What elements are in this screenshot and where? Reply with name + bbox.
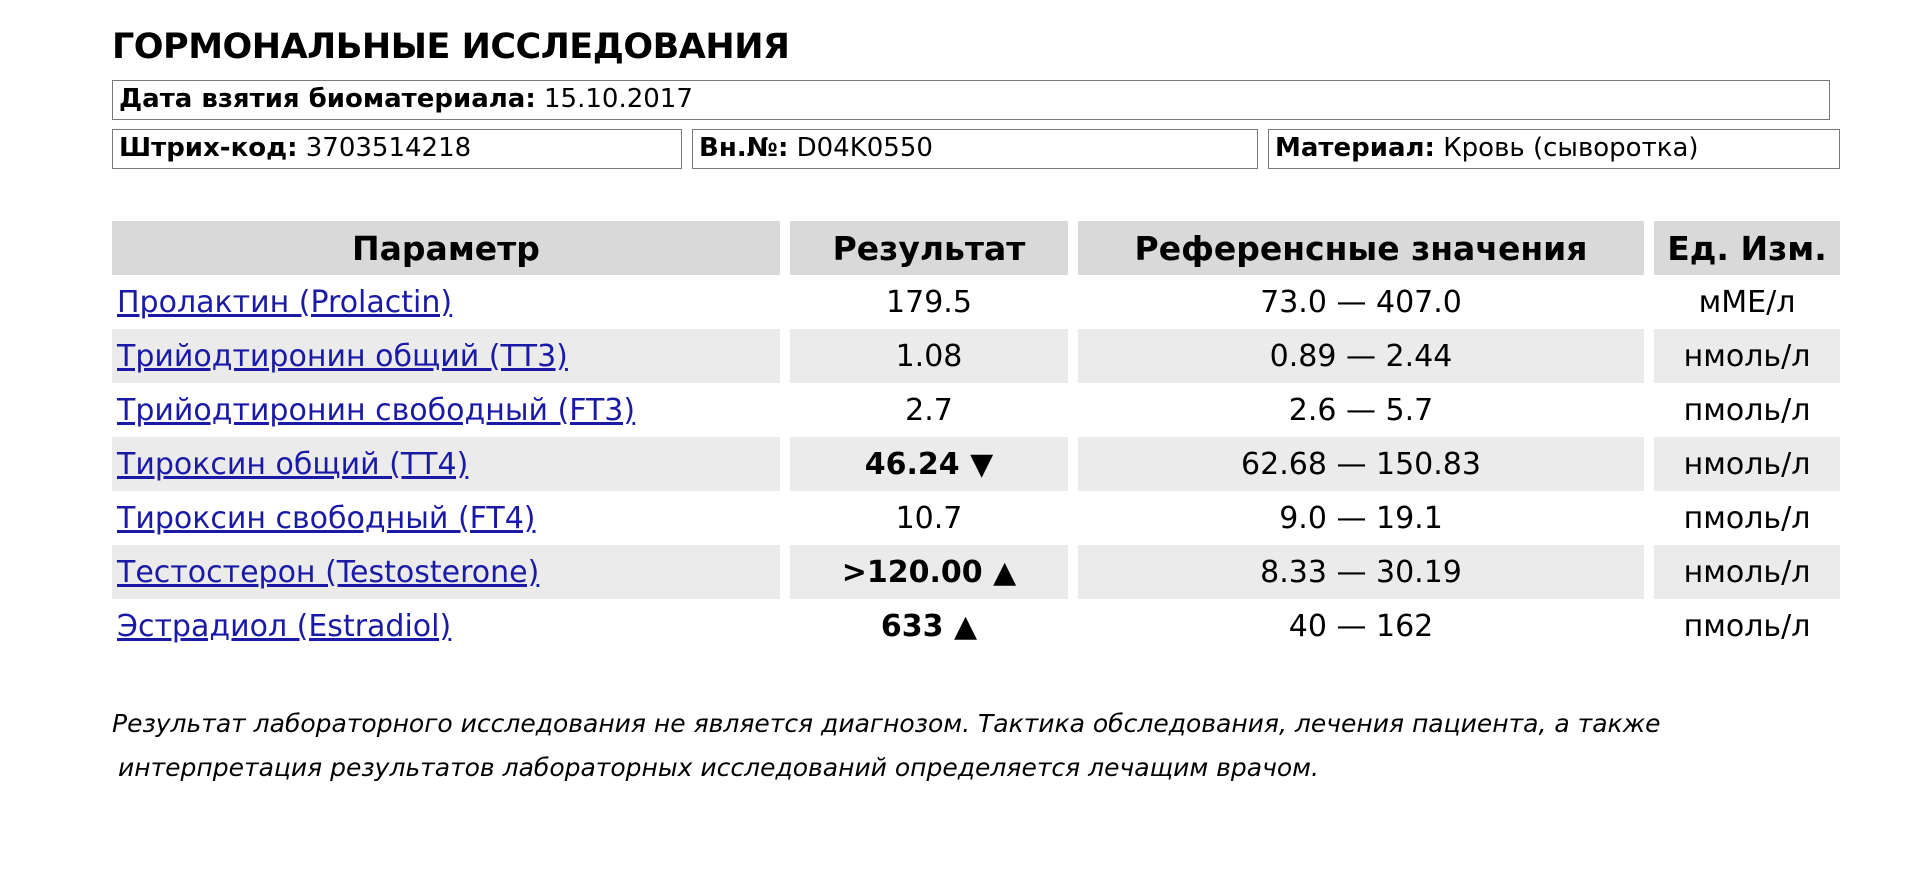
param-link-prolactin[interactable]: Пролактин (Prolactin) bbox=[117, 284, 453, 320]
internal-number-box bbox=[692, 129, 1258, 169]
unit-cell: нмоль/л bbox=[1654, 329, 1840, 383]
param-cell bbox=[112, 383, 780, 437]
reference-cell: 62.68 — 150.83 bbox=[1078, 437, 1644, 491]
unit-cell: пмоль/л bbox=[1683, 392, 1811, 428]
disclaimer-note bbox=[112, 702, 1852, 790]
param-link-testosterone[interactable]: Тестостерон (Testosterone) bbox=[117, 554, 540, 590]
barcode-value: 3703514218 bbox=[305, 133, 472, 163]
result-cell: 1.08 bbox=[790, 329, 1068, 383]
unit-cell: нмоль/л bbox=[1654, 545, 1840, 599]
param-link-ft3[interactable]: Трийодтиронин свободный (FT3) bbox=[117, 392, 636, 428]
param-cell bbox=[112, 491, 780, 545]
result-cell: 10.7 bbox=[895, 500, 963, 536]
table-row bbox=[112, 329, 1840, 383]
barcode-label: Штрих-код: bbox=[119, 133, 298, 163]
reference-cell: 9.0 — 19.1 bbox=[1279, 500, 1443, 536]
result-cell-high: 633 ▲ bbox=[880, 608, 978, 644]
param-cell bbox=[112, 437, 780, 491]
internal-number-label: Вн.№: bbox=[699, 133, 789, 163]
material-label: Материал: bbox=[1275, 133, 1435, 163]
header-result: Результат bbox=[790, 221, 1068, 275]
reference-cell: 73.0 — 407.0 bbox=[1260, 284, 1462, 320]
result-cell-low: 46.24 ▼ bbox=[790, 437, 1068, 491]
table-row bbox=[112, 491, 1840, 545]
param-link-estradiol[interactable]: Эстрадиол (Estradiol) bbox=[117, 608, 452, 644]
header-parameter: Параметр bbox=[112, 221, 780, 275]
param-link-tt4[interactable]: Тироксин общий (ТТ4) bbox=[117, 446, 469, 482]
header-reference: Референсные значения bbox=[1078, 221, 1644, 275]
header-unit: Ед. Изм. bbox=[1654, 221, 1840, 275]
table-row bbox=[112, 599, 1840, 653]
disclaimer-line-1: Результат лабораторного исследования не является диагнозом. Тактика обследования, лечения пациента, а также bbox=[112, 709, 1661, 738]
reference-cell: 0.89 — 2.44 bbox=[1078, 329, 1644, 383]
param-cell bbox=[112, 275, 780, 329]
barcode-box bbox=[112, 129, 682, 169]
unit-cell: пмоль/л bbox=[1683, 500, 1811, 536]
result-cell: 179.5 bbox=[886, 284, 972, 320]
table-row bbox=[112, 437, 1840, 491]
sample-date-value: 15.10.2017 bbox=[544, 84, 693, 114]
table-row bbox=[112, 275, 1840, 329]
table-row bbox=[112, 383, 1840, 437]
unit-cell: мМЕ/л bbox=[1698, 284, 1796, 320]
table-row bbox=[112, 545, 1840, 599]
unit-cell: нмоль/л bbox=[1654, 437, 1840, 491]
disclaimer-line-2: интерпретация результатов лабораторных исследований определяется лечащим врачом. bbox=[118, 753, 1319, 782]
unit-cell: пмоль/л bbox=[1683, 608, 1811, 644]
reference-cell: 8.33 — 30.19 bbox=[1078, 545, 1644, 599]
param-link-tt3[interactable]: Трийодтиронин общий (ТТ3) bbox=[117, 338, 568, 374]
param-cell bbox=[112, 329, 780, 383]
sample-date-label: Дата взятия биоматериала: bbox=[119, 84, 536, 114]
result-cell-high: >120.00 ▲ bbox=[790, 545, 1068, 599]
result-cell: 2.7 bbox=[905, 392, 953, 428]
report-title: ГОРМОНАЛЬНЫЕ ИССЛЕДОВАНИЯ bbox=[112, 27, 790, 67]
material-box bbox=[1268, 129, 1840, 169]
material-value: Кровь (сыворотка) bbox=[1443, 133, 1699, 163]
param-cell bbox=[112, 599, 780, 653]
reference-cell: 2.6 — 5.7 bbox=[1288, 392, 1434, 428]
reference-cell: 40 — 162 bbox=[1288, 608, 1434, 644]
sample-date-box bbox=[112, 80, 1830, 120]
internal-number-value: D04K0550 bbox=[796, 133, 933, 163]
results-table bbox=[102, 221, 1850, 653]
table-header-row bbox=[112, 221, 1840, 275]
meta-row bbox=[112, 129, 1830, 169]
param-cell bbox=[112, 545, 780, 599]
param-link-ft4[interactable]: Тироксин свободный (FT4) bbox=[117, 500, 536, 536]
report-page bbox=[112, 22, 1830, 653]
